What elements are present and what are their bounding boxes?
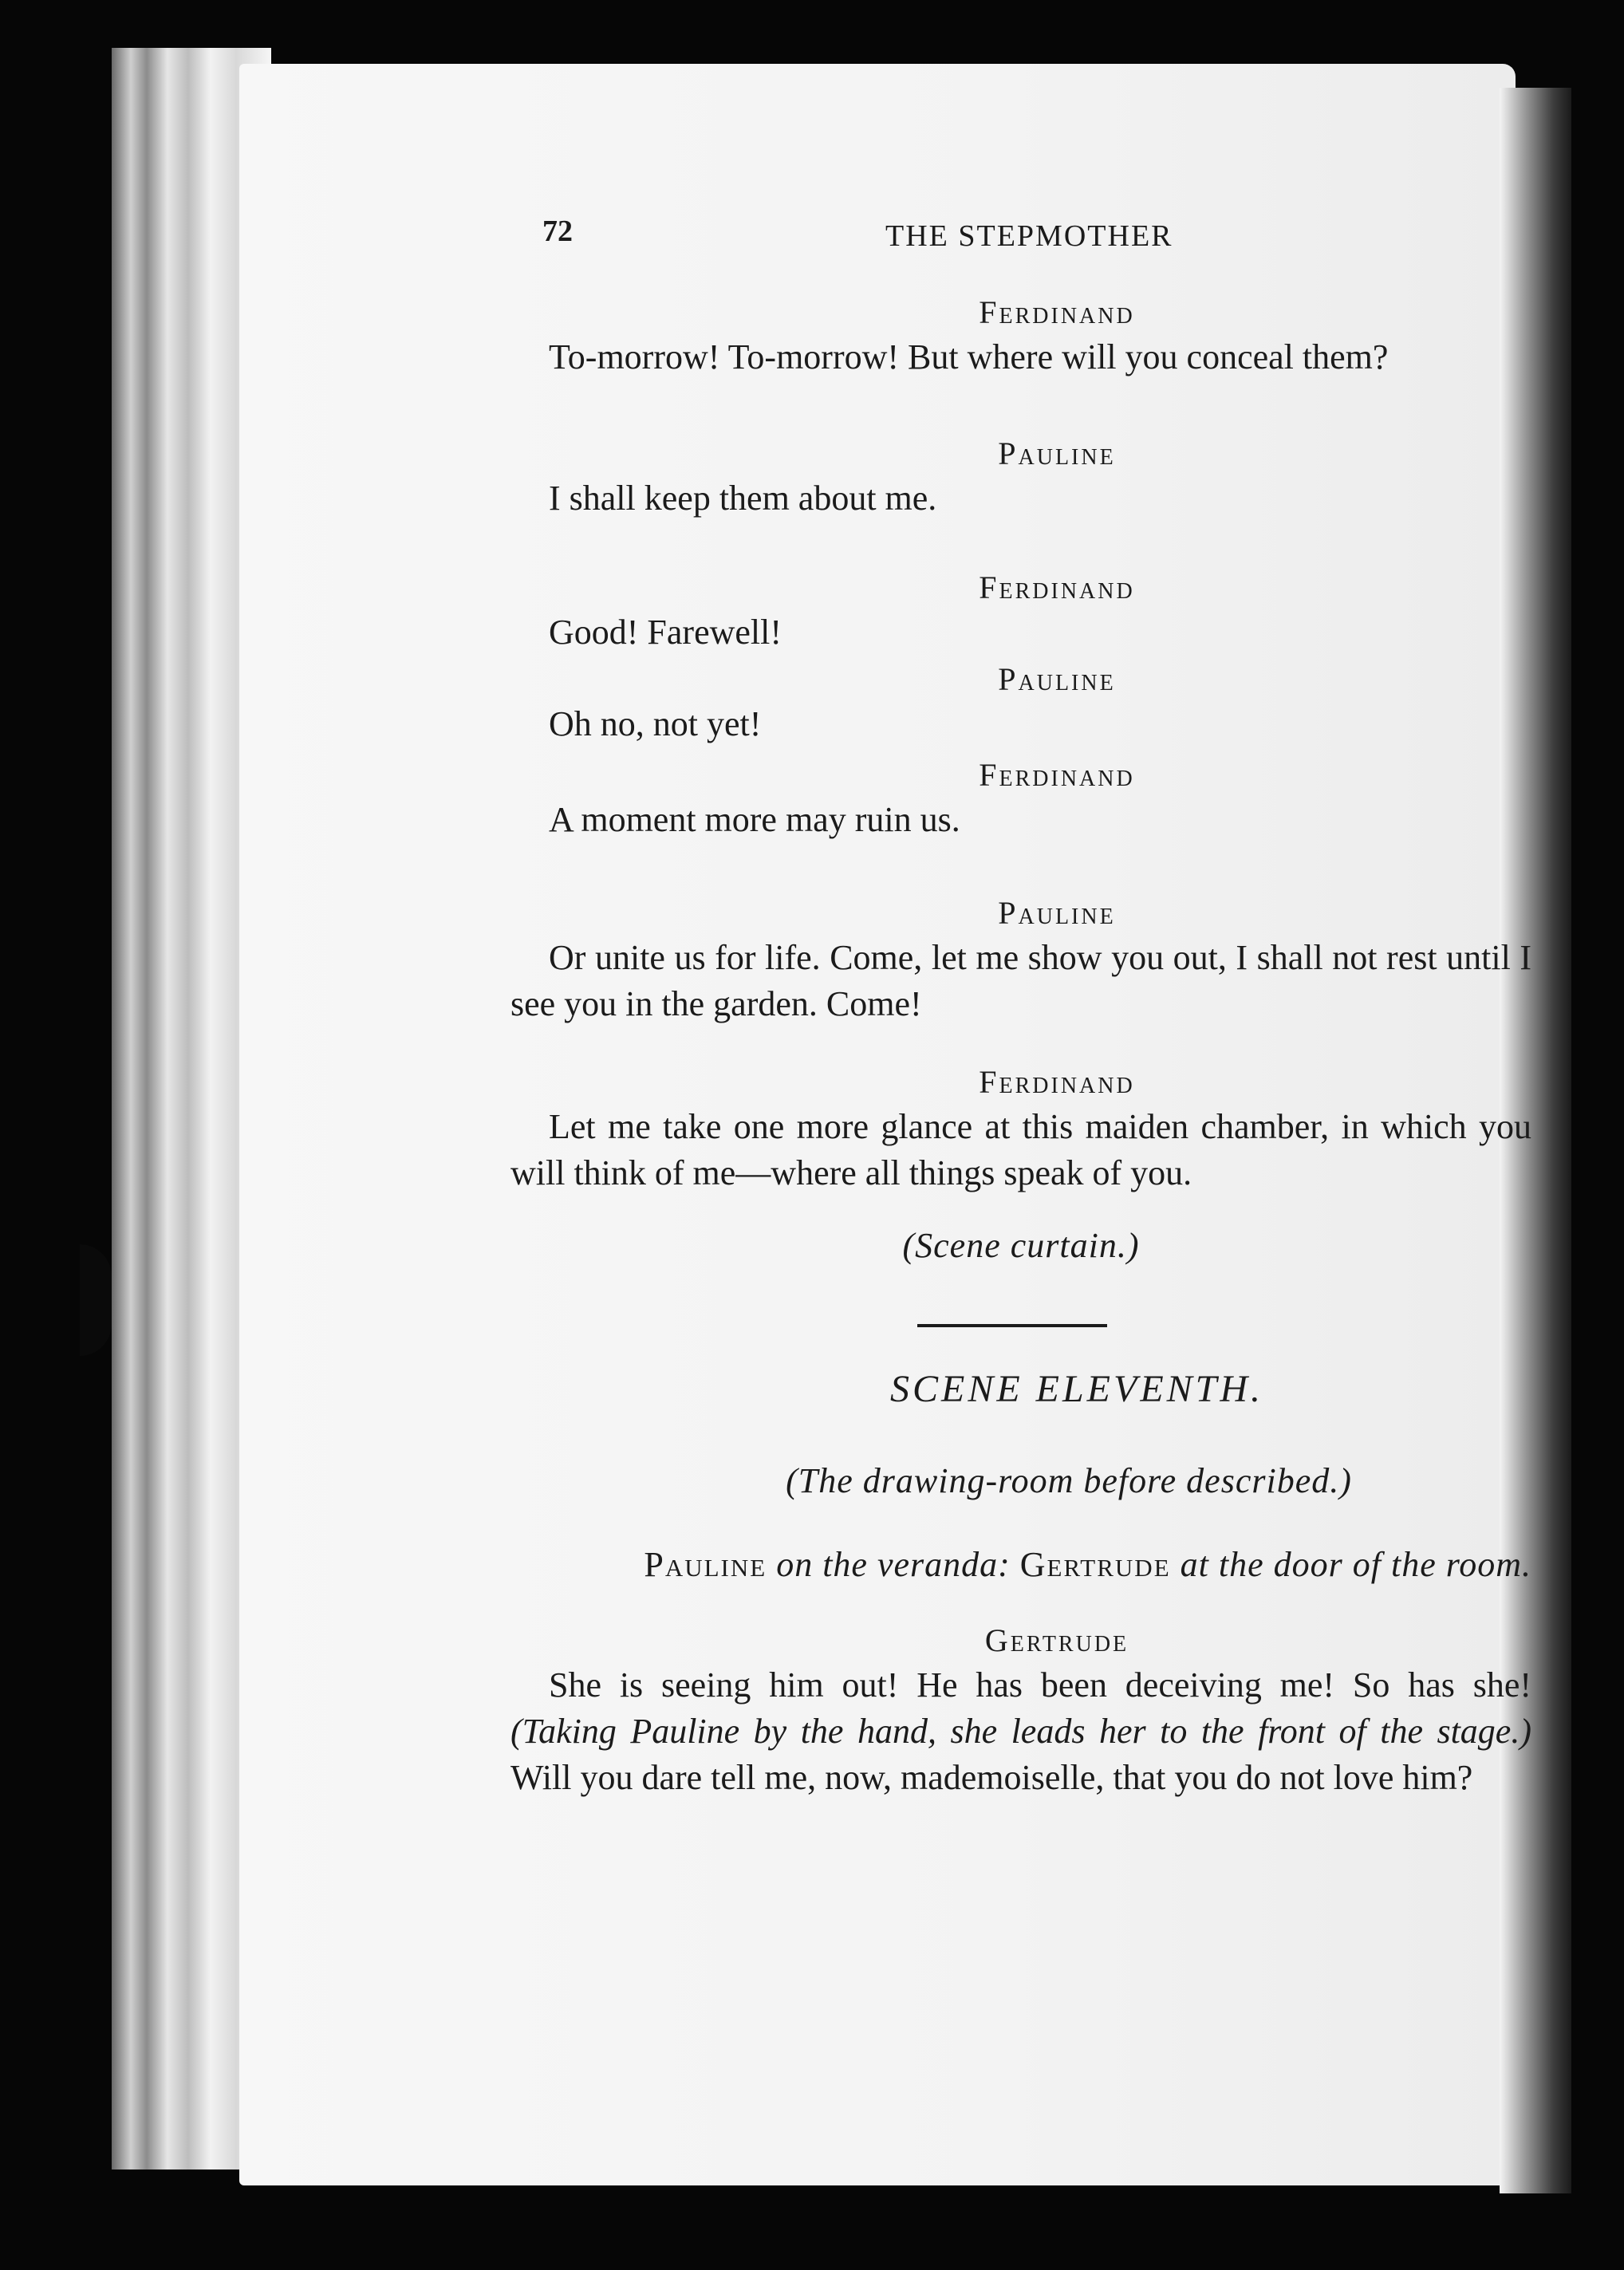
speaker-name: Ferdinand <box>979 1064 1135 1100</box>
speech-text: Good! Farewell! <box>549 613 782 652</box>
dialogue-entry <box>510 566 1531 656</box>
inline-stage-direction: (Taking Pauline by the hand, she leads her to the front of the stage.) <box>510 1712 1531 1751</box>
page-number: 72 <box>542 215 573 248</box>
scene-divider-rule <box>917 1324 1107 1327</box>
speech-text: Oh no, not yet! <box>549 704 762 743</box>
speech-text: A moment more may ruin us. <box>549 800 960 839</box>
dialogue-entry <box>510 1061 1531 1196</box>
character-name: Pauline <box>644 1545 767 1584</box>
speaker-name: Pauline <box>998 895 1116 931</box>
speech-text: Or unite us for life. Come, let me show you out, I shall not rest until I see you in the garden. Come! <box>510 938 1531 1023</box>
position-text: at the door of the room. <box>1180 1545 1531 1584</box>
page-header <box>542 214 1531 262</box>
page-edge-notch <box>80 1244 112 1356</box>
speaker-name: Gertrude <box>984 1622 1129 1658</box>
speech-part: Will you dare tell me, now, mademoiselle, that you do not love him? <box>510 1758 1473 1797</box>
dialogue-entry <box>510 754 1531 843</box>
dialogue-entry <box>510 291 1531 380</box>
speech-text: To-morrow! To-morrow! But where will you conceal them? <box>549 337 1389 376</box>
speaker-name: Ferdinand <box>979 569 1135 605</box>
dialogue-entry <box>510 658 1531 747</box>
scene-setting: (The drawing-room before described.) <box>786 1461 1352 1500</box>
speaker-name: Pauline <box>998 435 1116 471</box>
character-name: Gertrude <box>1019 1545 1171 1584</box>
speech-text <box>510 1662 1531 1801</box>
speaker-name: Ferdinand <box>979 294 1135 330</box>
speech-text: I shall keep them about me. <box>549 479 937 518</box>
position-text: on the veranda: <box>776 1545 1011 1584</box>
dialogue-entry <box>510 892 1531 1027</box>
dialogue-entry <box>510 1619 1531 1801</box>
running-title: THE STEPMOTHER <box>885 219 1173 253</box>
speech-text: Let me take one more glance at this maiden chamber, in which you will think of me—where all things speak of you. <box>510 1107 1531 1192</box>
character-positions <box>510 1543 1531 1586</box>
stage-direction: (Scene curtain.) <box>902 1226 1140 1265</box>
speech-part: She is seeing him out! He has been deceiving me! So has she! <box>549 1665 1531 1704</box>
speaker-name: Ferdinand <box>979 757 1135 793</box>
speaker-name: Pauline <box>998 661 1116 697</box>
scene-title: SCENE ELEVENTH. <box>889 1368 1264 1410</box>
dialogue-entry <box>510 432 1531 522</box>
